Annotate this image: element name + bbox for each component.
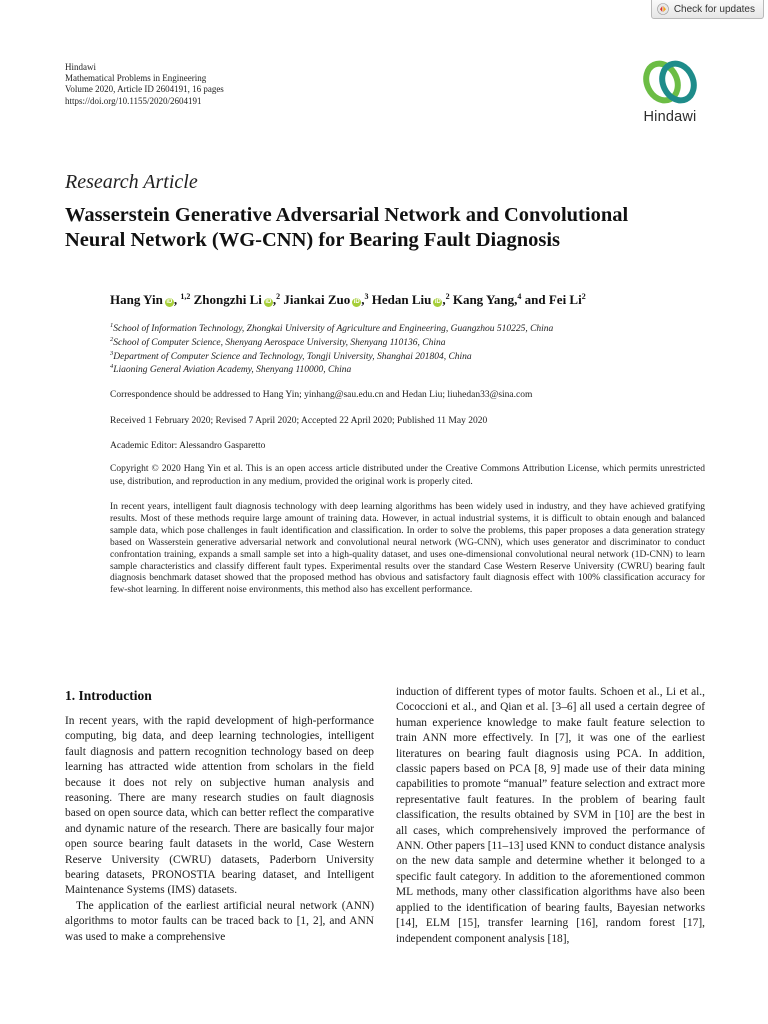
affiliation-item: $^4$Liaoning General Aviation Academy, Shenyang 110000, China bbox=[110, 363, 352, 376]
doi-link[interactable]: https://doi.org/10.1155/2020/2604191 bbox=[65, 95, 202, 106]
left-column bbox=[65, 714, 374, 945]
journal-meta bbox=[65, 62, 224, 107]
affiliation-item: $^1$School of Information Technology, Zhongkai University of Agriculture and Engineering, Guangzhou 510225, China bbox=[110, 322, 554, 334]
orcid-icon[interactable]: iD bbox=[353, 299, 360, 305]
author-affiliation-sup: 2 bbox=[276, 292, 281, 301]
author-name[interactable]: Zhongzhi Li bbox=[193, 292, 262, 307]
abstract: In recent years, intelligent fault diagnosis technology with deep learning algorithms has been widely used in industry, and they have achieved gratifying results. Most of these methods require large amount of training data. However, in actual industrial systems, it is difficult to obtain enough and balanced sample data, which pose challenges in fault identification and classification. In order to solve the problems, this paper proposes a data generation strategy based on Wasserstein generative adversarial network and convolutional neural network (WG-CNN), which uses generator and discriminator to conduct confrontation training, expands a small sample set into a high-quality dataset, and uses one-dimensional convolutional neural network (1D-CNN) to learn sample characteristics and classify different fault types. Experimental results over the standard Case Western Reserve University (CWRU) bearing fault diagnosis benchmark dataset showed that the proposed method has obvious and satisfactory fault diagnosis effect with 100% classification accuracy for few-shot learning. In different noise environments, this method also has excellent performance. bbox=[110, 502, 705, 596]
hindawi-logo-text: Hindawi bbox=[643, 109, 697, 125]
publication-dates: Received 1 February 2020; Revised 7 April 2020; Accepted 22 April 2020; Published 11 May 2020 bbox=[110, 416, 488, 426]
hindawi-rings-icon bbox=[642, 58, 698, 106]
orcid-icon[interactable]: iD bbox=[265, 299, 272, 305]
author-list: Hang Yin iD , $^{1,2}$ Zhongzhi Li iD ,$^2$ Jiankai Zuo iD ,$^3$ Hedan Liu iD ,$^2$ Kang Yang,$^4$ and Fei Li$^2$ bbox=[110, 292, 586, 307]
publisher-name: Hindawi bbox=[65, 62, 96, 72]
author-affiliation-sup: 3 bbox=[364, 292, 369, 301]
author-name[interactable]: Fei Li bbox=[548, 292, 582, 307]
copyright-notice: Copyright © 2020 Hang Yin et al. This is an open access article distributed under the Creative Commons Attribution License, which permits unrestricted use, distribution, and reproduction in any medium, provided the original work is properly cited. bbox=[110, 464, 705, 487]
article-title bbox=[65, 203, 725, 253]
author-name[interactable]: Hang Yin bbox=[110, 292, 163, 307]
orcid-icon[interactable]: iD bbox=[166, 299, 173, 305]
check-for-updates-button[interactable] bbox=[651, 0, 764, 19]
hindawi-logo bbox=[632, 58, 708, 125]
affiliation-item: $^2$School of Computer Science, Shenyang Aerospace University, Shenyang 110136, China bbox=[110, 335, 446, 348]
affiliations bbox=[110, 323, 553, 378]
academic-editor: Academic Editor: Alessandro Gasparetto bbox=[110, 441, 266, 451]
author-affiliation-sup: 2 bbox=[581, 292, 586, 301]
body-paragraph: The application of the earliest artificial neural network (ANN) algorithms to motor faults can be traced back to [1, 2], and ANN was used to make a comprehensive bbox=[65, 899, 374, 943]
section-heading: 1. Introduction bbox=[65, 688, 152, 703]
author-name[interactable]: Jiankai Zuo bbox=[283, 292, 351, 307]
author-affiliation-sup: 2 bbox=[445, 292, 450, 301]
body-paragraph: induction of different types of motor faults. Schoen et al., Li et al., Cococcioni et al., and Qian et al. [3–6] all used a certain degree of human experience knowledge to make fault feature selection to train ANN more effectively. In [7], it was one of the earliest literatures on bearing fault diagnosis using PCA. In addition, classic papers based on PCA [8, 9] made use of their data mining capabilities to promote “manual” feature selection and extract more representative fault features. In the problem of bearing fault classification, the results obtained by SVM in [10] are the best in all cases, which comprehensively improved the performance of ANN. Other papers [11–13] used KNN to conduct distance analysis on the new data sample and determine whether it belonged to a specific fault category. In addition to the aforementioned common ML methods, many other classification algorithms have also been applied to the identification of bearing faults, Bayesian networks [14], ELM [15], transfer learning [16], random forest [17], independent component analysis [18], bbox=[396, 686, 705, 945]
article-type: Research Article bbox=[65, 171, 198, 193]
correspondence: Correspondence should be addressed to Hang Yin; yinhang@sau.edu.cn and Hedan Liu; liuhedan33@sina.com bbox=[110, 390, 533, 400]
journal-volume: Volume 2020, Article ID 2604191, 16 pages bbox=[65, 84, 224, 95]
author-name[interactable]: Hedan Liu bbox=[371, 292, 432, 307]
orcid-icon[interactable]: iD bbox=[434, 299, 441, 305]
title-line-1: Wasserstein Generative Adversarial Network and Convolutional bbox=[65, 204, 629, 226]
author-affiliation-sup: 4 bbox=[517, 292, 522, 301]
title-line-2: Neural Network (WG-CNN) for Bearing Fault Diagnosis bbox=[65, 229, 560, 251]
check-updates-icon bbox=[657, 3, 669, 15]
author-name[interactable]: Kang Yang, bbox=[452, 292, 518, 307]
body-paragraph: In recent years, with the rapid development of high-performance computing, big data, and deep learning technologies, intelligent fault diagnosis and pattern recognition technology based on deep learning has attracted wide attention from scholars in the field because it does not rely on subjective human analysis and reasoning. There are many research studies on fault diagnosis based on open source data, which can better reflect the comparative and dynamic nature of the research. There are basically four major open source bearing fault datasets in the world, Case Western Reserve University (CWRU) datasets, Paderborn University bearing datasets, PRONOSTIA bearing dataset, and Intelligent Maintenance Systems (IMS) datasets. bbox=[65, 715, 374, 897]
right-column bbox=[396, 685, 705, 947]
affiliation-item: $^3$Department of Computer Science and Technology, Tongji University, Shanghai 201804, China bbox=[110, 349, 472, 362]
author-affiliation-sup: 1,2 bbox=[180, 292, 191, 301]
journal-name: Mathematical Problems in Engineering bbox=[65, 73, 207, 84]
check-for-updates-label: Check for updates bbox=[673, 3, 755, 15]
